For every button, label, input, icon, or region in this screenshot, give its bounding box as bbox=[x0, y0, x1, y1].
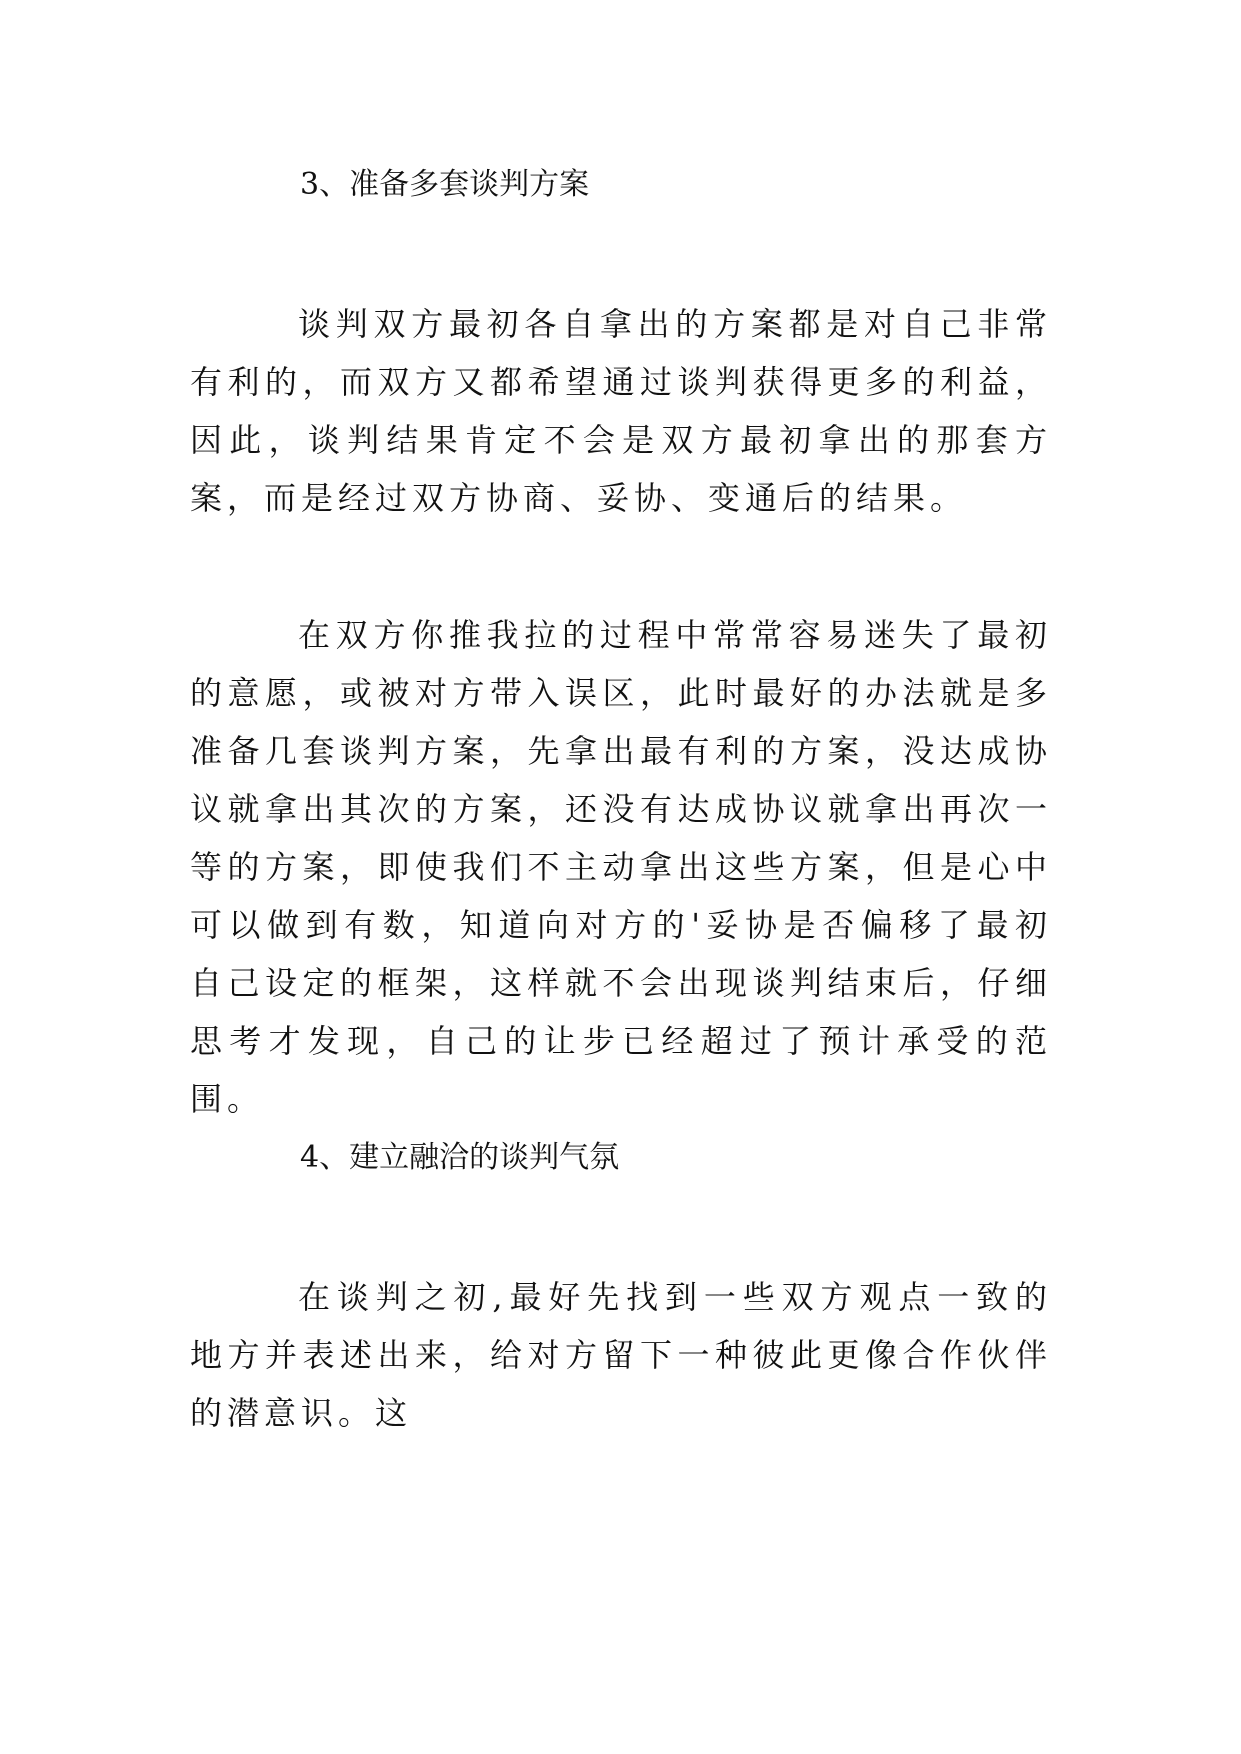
paragraph-multiple-plans: 在双方你推我拉的过程中常常容易迷失了最初的意愿，或被对方带入误区，此时最好的办法就是多准备几套谈判方案，先拿出最有利的方案，没达成协议就拿出其次的方案，还没有达成协议就拿出再次一等的方案，即使我们不主动拿出这些方案，但是心中可以做到有数，知道向对方的'妥协是否偏移了最初自己设定的框架，这样就不会出现谈判结束后，仔细思考才发现，自己的让步已经超过了预计承受的范围。 bbox=[190, 616, 1052, 1118]
section-heading-3: 3、准备多套谈判方案 bbox=[300, 167, 590, 202]
paragraph-atmosphere: 在谈判之初,最好先找到一些双方观点一致的地方并表述出来，给对方留下一种彼此更像合作伙伴的潜意识。这 bbox=[190, 1278, 1052, 1432]
section-heading-4: 4、建立融洽的谈判气氛 bbox=[300, 1140, 620, 1175]
paragraph-options-intro: 谈判双方最初各自拿出的方案都是对自己非常有利的，而双方又都希望通过谈判获得更多的利益，因此，谈判结果肯定不会是双方最初拿出的那套方案，而是经过双方协商、妥协、变通后的结果。 bbox=[190, 305, 1052, 517]
